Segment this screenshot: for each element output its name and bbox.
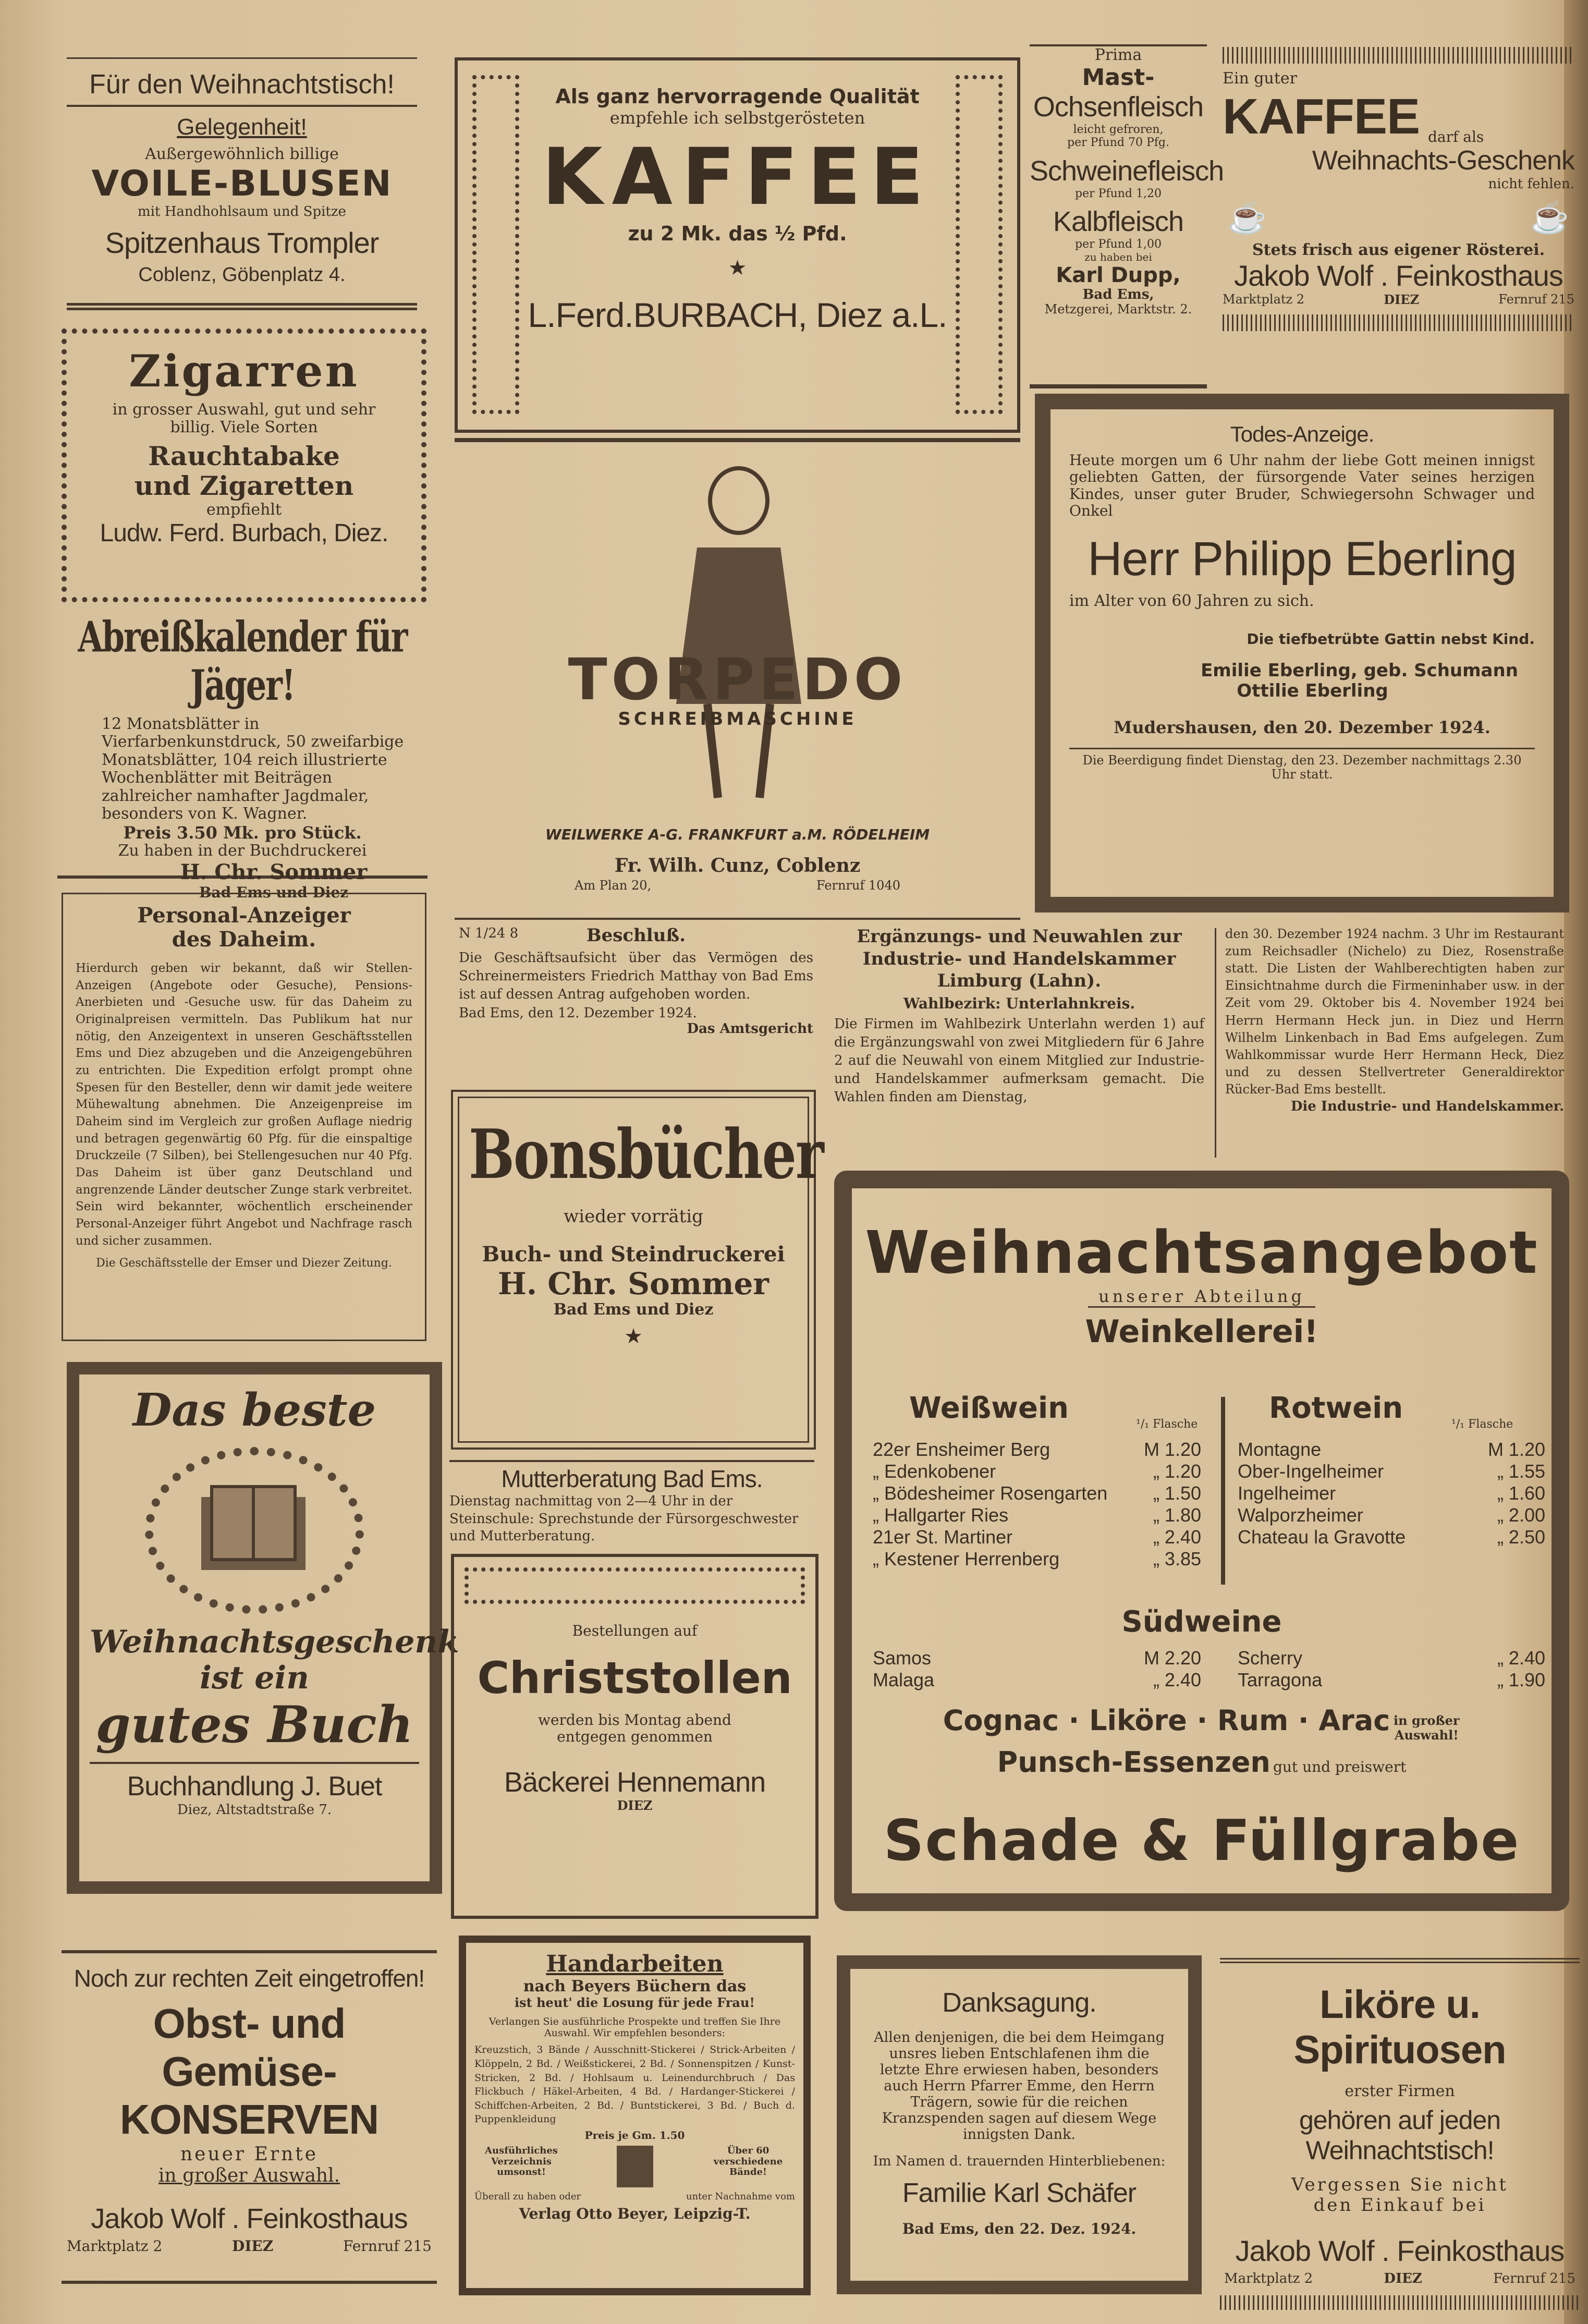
shop-address: Metzgerei, Marktstr. 2. bbox=[1044, 302, 1192, 317]
slogan: Stets frisch aus eigener Rösterei. bbox=[1252, 240, 1545, 259]
wine-name: Ober-Ingelheimer bbox=[1238, 1461, 1384, 1482]
ad-buchhandlung-buet bbox=[67, 1362, 459, 1894]
wine-price: „ 2.40 bbox=[1153, 1526, 1201, 1548]
ad-title: Handarbeiten bbox=[546, 1951, 724, 1977]
ad-text: Allen denjenigen, die bei dem Heimgang unsres lieben Entschlafenen ihm die letzte Ehre erwiesen haben, besonders auch Herrn Pfarrer Emme, den Herrn Trägern, sowie für die reichen Kranzspenden sagen auf diesem Wege innigsten Dank. bbox=[874, 2029, 1165, 2143]
wine-row bbox=[873, 1439, 1201, 1461]
striped-band bbox=[1223, 314, 1574, 331]
wine-row bbox=[873, 1548, 1201, 1570]
south-wine-list bbox=[1238, 1647, 1545, 1691]
ad-signature: Die Geschäftsstelle der Emser und Diezer Zeitung. bbox=[96, 1257, 392, 1270]
striped-band bbox=[1220, 2295, 1580, 2310]
product-name: VOILE-BLUSEN bbox=[91, 163, 393, 204]
price: per Pfund 1,20 bbox=[1075, 187, 1162, 200]
ad-text: erster Firmen bbox=[1345, 2082, 1455, 2100]
shop-name: Schade & Füllgrabe bbox=[883, 1808, 1520, 1873]
ad-note: Überall zu haben oder bbox=[474, 2191, 581, 2202]
ad-text: in großer Auswahl. bbox=[158, 2165, 340, 2187]
ad-date: Bad Ems, den 22. Dez. 1924. bbox=[902, 2220, 1137, 2237]
shop-address: Marktplatz 2 bbox=[1223, 292, 1305, 307]
wine-price: „ 1.20 bbox=[1153, 1461, 1201, 1482]
ornament-band bbox=[465, 1567, 805, 1604]
shop-name: Ludw. Ferd. Burbach, Diez. bbox=[100, 519, 388, 547]
shop-town: DIEZ bbox=[1384, 292, 1420, 308]
ad-title: KAFFEE bbox=[542, 132, 933, 223]
shop-phone: Fernruf 215 bbox=[1498, 292, 1574, 307]
ad-note: Ausführliches Verzeichnis umsonst! bbox=[485, 2145, 558, 2178]
south-wine-list bbox=[873, 1647, 1201, 1691]
ad-metzgerei-dupp bbox=[1030, 44, 1224, 388]
wine-price: „ 2.40 bbox=[1153, 1669, 1201, 1690]
ad-text: Bestellungen auf bbox=[572, 1622, 698, 1639]
ad-text: Die Firmen im Wahlbezirk Unterlahn werden 1) auf die Ergänzungswahl von zwei Mitgliedern für 6 Jahre 2 auf die Neuwahl von einem Mitglied zur Industrie- und Handelskammer aufmerksam gemacht. Die Wahlen finden am Dienstag, bbox=[834, 1016, 1204, 1105]
book-list: Kreuzstich, 3 Bände / Ausschnitt-Stickerei / Strick-Arbeiten / Klöppeln, 2 Bd. / Weißstickerei, 2 Bd. / Sonnenspitzen / Kunst-Stricken, 2 Bd. / Hohlsaum u. Leinendurchbruch / Das Flickbuch / Häkel-Arbeiten, 4 Bd. / Hardanger-Stickerei / Schiffchen-Arbeiten, 2 Bd. / Buntstickerei, 3 Bd. / Buch d. Puppenkleidung bbox=[474, 2044, 795, 2125]
wine-price: „ 1.80 bbox=[1153, 1504, 1201, 1526]
wine-price: „ 2.50 bbox=[1497, 1526, 1545, 1548]
ad-title: Weihnachtsgeschenk bbox=[90, 1623, 459, 1660]
ad-text: Die Geschäftsaufsicht über das Vermögen des Schreinermeisters Friedrich Matthay von Bad Ems ist auf dessen Antrag aufgehoben worden. bbox=[459, 950, 813, 1003]
price: per Pfund 70 Pfg. bbox=[1067, 136, 1169, 150]
ad-beyer-handarbeiten bbox=[459, 1936, 811, 2295]
shop-address: Diez, Altstadtstraße 7. bbox=[177, 1802, 332, 1818]
ad-text: werden bis Montag abend entgegen genommen bbox=[538, 1711, 731, 1745]
ad-text: Verlangen Sie ausführliche Prospekte und treffen Sie Ihre Auswahl. Wir empfehlen besonders: bbox=[488, 2015, 781, 2039]
striped-band bbox=[1223, 47, 1574, 64]
wine-row bbox=[873, 1461, 1201, 1482]
mourner-name: Ottilie Eberling bbox=[1237, 680, 1388, 701]
mourners: Die tiefbetrübte Gattin nebst Kind. bbox=[1247, 630, 1535, 648]
ornament-left bbox=[472, 75, 519, 414]
ad-text: zu haben bei bbox=[1084, 250, 1152, 263]
product-name: Ochsenfleisch bbox=[1033, 91, 1204, 123]
ad-signature: Das Amtsgericht bbox=[687, 1021, 813, 1037]
ad-text: darf als bbox=[1428, 128, 1484, 145]
wine-price: „ 3.85 bbox=[1153, 1548, 1201, 1569]
ad-konserven bbox=[62, 1950, 437, 2284]
dealer-address: Am Plan 20, bbox=[575, 878, 652, 893]
ad-signature: Die Industrie- und Handelskammer. bbox=[1290, 1099, 1564, 1115]
deceased-name: Herr Philipp Eberling bbox=[1088, 532, 1517, 586]
ad-title: Mutterberatung Bad Ems. bbox=[501, 1465, 763, 1492]
wine-row bbox=[1238, 1482, 1545, 1504]
ad-weihnachtsangebot bbox=[834, 1171, 1569, 1911]
header-white: Weißwein bbox=[909, 1391, 1069, 1425]
brand-sub: SCHREIBMASCHINE bbox=[618, 709, 857, 729]
header-south: Südweine bbox=[1121, 1605, 1282, 1639]
wine-row bbox=[1238, 1647, 1545, 1669]
wine-price: M 2.20 bbox=[1143, 1647, 1201, 1669]
price: Preis je Gm. 1.50 bbox=[584, 2128, 685, 2142]
ad-title: KONSERVEN bbox=[119, 2096, 379, 2143]
header-red: Rotwein bbox=[1269, 1391, 1403, 1425]
price: per Pfund 1,00 bbox=[1075, 238, 1162, 251]
ad-todesanzeige bbox=[1035, 394, 1569, 912]
wine-price: „ 2.40 bbox=[1497, 1647, 1545, 1669]
shop-name: H. Chr. Sommer bbox=[180, 859, 368, 884]
wine-name: 21er St. Martiner bbox=[873, 1526, 1013, 1548]
department: Weinkellerei! bbox=[1085, 1313, 1318, 1350]
shop-town: Bad Ems und Diez bbox=[553, 1300, 714, 1319]
wine-row bbox=[1238, 1526, 1545, 1548]
wine-row bbox=[873, 1526, 1201, 1548]
shop-name: Jakob Wolf . Feinkosthaus bbox=[1234, 259, 1563, 293]
reference: N 1/24 8 bbox=[459, 926, 519, 941]
wine-name: Samos bbox=[873, 1647, 932, 1669]
ad-text: leicht gefroren, bbox=[1073, 123, 1164, 137]
wine-row bbox=[873, 1504, 1201, 1526]
coffee-mill-icon: ☕ bbox=[1530, 199, 1569, 236]
divider bbox=[455, 438, 1020, 442]
ad-text: nicht fehlen. bbox=[1488, 176, 1574, 192]
ad-title: Bonsbücher bbox=[469, 1114, 823, 1195]
ad-subheader: Gelegenheit! bbox=[177, 114, 307, 140]
ad-text: empfiehlt bbox=[206, 500, 282, 519]
wine-name: Malaga bbox=[873, 1669, 935, 1690]
ad-abreisskalender bbox=[57, 612, 427, 901]
shop-name: Buchhandlung J. Buet bbox=[90, 1762, 419, 1803]
punsch: Punsch-Essenzen bbox=[997, 1746, 1271, 1779]
funeral-note: Die Beerdigung findet Dienstag, den 23. Dezember nachmittags 2.30 Uhr statt. bbox=[1069, 748, 1535, 782]
ad-zigarren bbox=[62, 328, 426, 602]
ad-date: Mudershausen, den 20. Dezember 1924. bbox=[1114, 717, 1491, 737]
ad-note: unter Nachnahme vom bbox=[686, 2191, 795, 2202]
wine-price: „ 1.50 bbox=[1153, 1482, 1201, 1504]
ad-text: Hierdurch geben wir bekannt, daß wir Stellen-Anzeigen (Angebote oder Gesuche), Pensions-Anerbieten und -Gesuche usw. für das Daheim zu Originalpreisen vermitteln. Das Publikum hat nur nötig, den Anzeigentext in unseren Geschäftsstellen Ems und Diez abzugeben und die Anzeigengebühren zu entrichten. Die Expedition erfolgt prompt ohne Spesen für den Besteller, denn wir damit jede weitere Mühewaltung abnehmen. Die Anzeigenpreise im Daheim sind im Vergleich zur großen Auflage niedrig und betragen gegenwärtig 60 Pfg. für die einspaltige Druckzeile (7 Silben), bei Stellengesuchen nur 40 Pfg. Das Daheim ist über ganz Deutschland und angrenzende Länder deutscher Zunge stark verbreitet. Sein wird bekannter, wöchentlich erscheinender Personal-Anzeiger führt Angebot und Nachfrage rasch und sicher zusammen. bbox=[76, 962, 412, 1248]
wine-row bbox=[1238, 1439, 1545, 1461]
shop-address: Marktplatz 2 bbox=[67, 2237, 163, 2255]
maker: WEILWERKE A-G. FRANKFURT a.M. RÖDELHEIM bbox=[545, 826, 930, 843]
wine-name: „ Hallgarter Ries bbox=[873, 1504, 1009, 1526]
shop-address: Coblenz, Göbenplatz 4. bbox=[138, 264, 346, 286]
ad-text: im Alter von 60 Jahren zu sich. bbox=[1069, 591, 1314, 610]
ad-title: Abreißkalender für Jäger! bbox=[78, 612, 407, 710]
ad-text: in grosser Auswahl, gut und sehr billig. Viele Sorten bbox=[112, 400, 376, 437]
product-name: Schweinefleisch bbox=[1030, 155, 1224, 187]
wine-name: Scherry bbox=[1238, 1647, 1303, 1669]
ad-text: mit Handhohlsaum und Spitze bbox=[138, 204, 346, 220]
ad-text: Im Namen d. trauernden Hinterbliebenen: bbox=[873, 2153, 1166, 2170]
spirits: Cognac · Liköre · Rum · Arac bbox=[943, 1704, 1390, 1737]
shop-name: Jakob Wolf . Feinkosthaus bbox=[1235, 2234, 1565, 2268]
ad-likoere bbox=[1220, 1958, 1580, 2294]
ad-title: Das beste bbox=[132, 1384, 376, 1437]
ornament-right bbox=[956, 75, 1003, 414]
ad-text: den 30. Dezember 1924 nachm. 3 Uhr im Restaurant zum Reichsadler (Nichelo) zu Diez, Rosenstraße statt. Die Listen der Wahlberechtigten haben zur Einsichtnahme durch die Firmeninhaber usw. in der Zeit vom 29. Oktober bis 4. November 1924 bei Herrn Hermann Heck jun. in Diez und Herrn Wilhelm Linkenbach in Bad Ems aufgelegen. Zum Wahlkommissar wurde Herr Hermann Heck, Diez und zu dessen Stellvertreter Generaldirektor Rücker-Bad Ems bestellt. bbox=[1225, 927, 1564, 1097]
ad-torpedo bbox=[455, 454, 1020, 912]
wine-row bbox=[873, 1647, 1201, 1669]
ad-title: Personal-Anzeiger des Daheim. bbox=[137, 903, 351, 952]
ad-text: neuer Ernte bbox=[180, 2143, 319, 2165]
star-icon: ★ bbox=[624, 1324, 643, 1348]
ad-date: Bad Ems, den 12. Dezember 1924. bbox=[459, 1005, 697, 1021]
ad-personal-anzeiger bbox=[62, 893, 426, 1341]
shop-town: Bad Ems und Diez bbox=[199, 883, 349, 901]
ad-text: nach Beyers Büchern das bbox=[523, 1977, 747, 1996]
wine-row bbox=[873, 1669, 1201, 1691]
ad-text: Heute morgen um 6 Uhr nahm der liebe Gott meinen innigst geliebten Gatten, der fürsorgende Vater seines herzigen Kindes, unser guter Bruder, Schwiegersohn Schwager und Onkel bbox=[1069, 452, 1535, 519]
wine-row bbox=[1238, 1461, 1545, 1482]
ad-title: Zigarren bbox=[129, 345, 359, 397]
wine-row bbox=[1238, 1669, 1545, 1691]
white-wine-list bbox=[873, 1439, 1201, 1570]
ad-voile-blusen bbox=[67, 57, 417, 310]
shop-phone: Fernruf 215 bbox=[343, 2237, 432, 2255]
shop-town: DIEZ bbox=[617, 1798, 653, 1814]
shop-address: Marktplatz 2 bbox=[1224, 2270, 1313, 2286]
ad-title: Weihnachtsangebot bbox=[865, 1219, 1538, 1287]
center-divider bbox=[1221, 1397, 1225, 1585]
ad-text: Zu haben in der Buchdruckerei bbox=[118, 842, 367, 860]
brand-name: TORPEDO bbox=[568, 646, 907, 713]
ad-text: gehören auf jeden Weihnachtstisch! bbox=[1299, 2106, 1501, 2165]
star-icon: ★ bbox=[728, 255, 747, 280]
wine-name: Tarragona bbox=[1238, 1669, 1323, 1690]
ad-text: Noch zur rechten Zeit eingetroffen! bbox=[74, 1965, 425, 1992]
ad-text: Als ganz hervorragende Qualität bbox=[555, 85, 920, 108]
ad-christstollen bbox=[451, 1554, 819, 1919]
wine-name: „ Edenkobener bbox=[873, 1461, 996, 1482]
ad-kaffee-wolf bbox=[1223, 47, 1574, 394]
ad-text: Weihnachts-Geschenk bbox=[1312, 145, 1574, 176]
shop-town: Bad Ems, bbox=[1082, 286, 1154, 302]
book-illustration bbox=[145, 1447, 364, 1614]
ad-subtitle: unserer Abteilung bbox=[1088, 1287, 1315, 1308]
wine-name: Ingelheimer bbox=[1238, 1482, 1336, 1504]
product-name: Rauchtabake bbox=[148, 440, 340, 471]
product-name: Kalbfleisch bbox=[1053, 206, 1184, 238]
shop-phone: Fernruf 215 bbox=[1493, 2270, 1575, 2286]
wine-name: 22er Ensheimer Berg bbox=[873, 1439, 1050, 1460]
ad-text: Vergessen Sie nicht bbox=[1291, 2174, 1508, 2196]
divider bbox=[455, 918, 1020, 920]
shop-name: Bäckerei Hennemann bbox=[504, 1767, 766, 1798]
reading-woman-icon bbox=[617, 2146, 653, 2187]
shop-name: Jakob Wolf . Feinkosthaus bbox=[91, 2203, 408, 2234]
shop-name: Karl Dupp, bbox=[1056, 263, 1181, 287]
ad-title: gutes Buch bbox=[95, 1695, 413, 1754]
family-name: Familie Karl Schäfer bbox=[902, 2178, 1137, 2209]
ad-kammerwahlen bbox=[834, 926, 1204, 1155]
product-name: und Zigaretten bbox=[134, 470, 354, 502]
wine-price: M 1.20 bbox=[1143, 1439, 1201, 1460]
shop-name: H. Chr. Sommer bbox=[498, 1266, 769, 1301]
wine-row bbox=[1238, 1504, 1545, 1526]
price: zu 2 Mk. das ½ Pfd. bbox=[628, 222, 847, 245]
coffee-mill-icon: ☕ bbox=[1228, 199, 1267, 236]
wine-name: „ Bödesheimer Rosengarten bbox=[873, 1482, 1108, 1504]
spirits-note: in großer Auswahl! bbox=[1394, 1712, 1460, 1743]
shop-name: Spitzenhaus Trompler bbox=[105, 226, 379, 259]
ad-text: den Einkauf bei bbox=[1313, 2195, 1486, 2216]
wine-price: M 1.20 bbox=[1487, 1439, 1545, 1460]
wine-row bbox=[873, 1482, 1201, 1504]
wine-price: „ 1.60 bbox=[1497, 1482, 1545, 1504]
shop-name: L.Ferd.BURBACH, Diez a.L. bbox=[528, 295, 947, 334]
ad-text: Mast- bbox=[1082, 64, 1155, 91]
ad-title: Danksagung. bbox=[942, 1988, 1096, 2018]
ad-text: 12 Monatsblätter in Vierfarbenkunstdruck, 50 zweifarbige Monatsblätter, 104 reich illustrierte Wochenblätter mit Beiträgen zahlreicher namhafter Jagdmaler, besonders von K. Wagner. bbox=[102, 714, 404, 823]
wine-price: „ 1.55 bbox=[1497, 1461, 1545, 1482]
ad-kaffee-burbach bbox=[455, 57, 1020, 433]
dealer: Fr. Wilh. Cunz, Coblenz bbox=[614, 855, 861, 877]
punsch-note: gut und preiswert bbox=[1273, 1758, 1407, 1775]
ad-title: KAFFEE bbox=[1223, 88, 1420, 144]
divider bbox=[1215, 928, 1216, 1158]
ad-title: Todes-Anzeige. bbox=[1230, 422, 1374, 446]
ad-text: Ein guter bbox=[1223, 69, 1298, 88]
price: Preis 3.50 Mk. pro Stück. bbox=[123, 822, 362, 843]
wine-name: Montagne bbox=[1238, 1439, 1322, 1460]
ad-beschluss bbox=[459, 926, 813, 1082]
mourner-name: Emilie Eberling, geb. Schumann bbox=[1201, 660, 1518, 681]
ad-note: Über 60 verschiedene Bände! bbox=[713, 2145, 783, 2178]
ad-title: Ergänzungs- und Neuwahlen zur Industrie- und Handelskammer Limburg (Lahn). bbox=[857, 926, 1182, 991]
ad-title: ist ein bbox=[200, 1659, 309, 1696]
dealer-phone: Fernruf 1040 bbox=[816, 878, 900, 893]
unit-label: ¹/₁ Flasche bbox=[1136, 1418, 1198, 1431]
ad-mutterberatung bbox=[449, 1460, 814, 1549]
shop-town: DIEZ bbox=[232, 2237, 274, 2255]
wine-name: Walporzheimer bbox=[1238, 1504, 1363, 1526]
ad-bonsbuecher bbox=[451, 1090, 823, 1450]
publisher: Verlag Otto Beyer, Leipzig-T. bbox=[519, 2205, 751, 2222]
ad-danksagung bbox=[837, 1955, 1202, 2294]
ad-text: wieder vorrätig bbox=[564, 1206, 703, 1227]
wine-name: Chateau la Gravotte bbox=[1238, 1526, 1406, 1548]
ad-title: Christstollen bbox=[477, 1652, 792, 1704]
red-wine-list bbox=[1238, 1439, 1545, 1548]
ad-text: empfehle ich selbstgerösteten bbox=[609, 107, 865, 128]
ad-title: Liköre u. Spirituosen bbox=[1293, 1982, 1506, 2073]
ad-title: Beschluß. bbox=[586, 925, 686, 946]
ad-title: Obst- und Gemüse- bbox=[153, 2000, 346, 2095]
woman-illustration bbox=[645, 464, 833, 819]
ad-subtitle: Wahlbezirk: Unterlahnkreis. bbox=[903, 994, 1135, 1012]
ad-text: Außergewöhnlich billige bbox=[145, 145, 339, 164]
ad-text: Prima bbox=[1094, 46, 1142, 64]
shop-town: DIEZ bbox=[1384, 2270, 1422, 2286]
wine-name: „ Kestener Herrenberg bbox=[873, 1548, 1060, 1569]
wine-price: „ 1.90 bbox=[1497, 1669, 1545, 1690]
unit-label: ¹/₁ Flasche bbox=[1451, 1418, 1513, 1431]
ad-header: Für den Weihnachtstisch! bbox=[67, 69, 417, 107]
ad-text: Dienstag nachmittag von 2—4 Uhr in der Steinschule: Sprechstunde der Fürsorgeschwester und Mutterberatung. bbox=[449, 1493, 799, 1544]
ad-text: Buch- und Steindruckerei bbox=[482, 1242, 785, 1267]
ad-text: ist heut' die Losung für jede Frau! bbox=[515, 1995, 755, 2011]
ad-kammerwahlen-cont bbox=[1225, 926, 1564, 1155]
wine-price: „ 2.00 bbox=[1497, 1504, 1545, 1526]
